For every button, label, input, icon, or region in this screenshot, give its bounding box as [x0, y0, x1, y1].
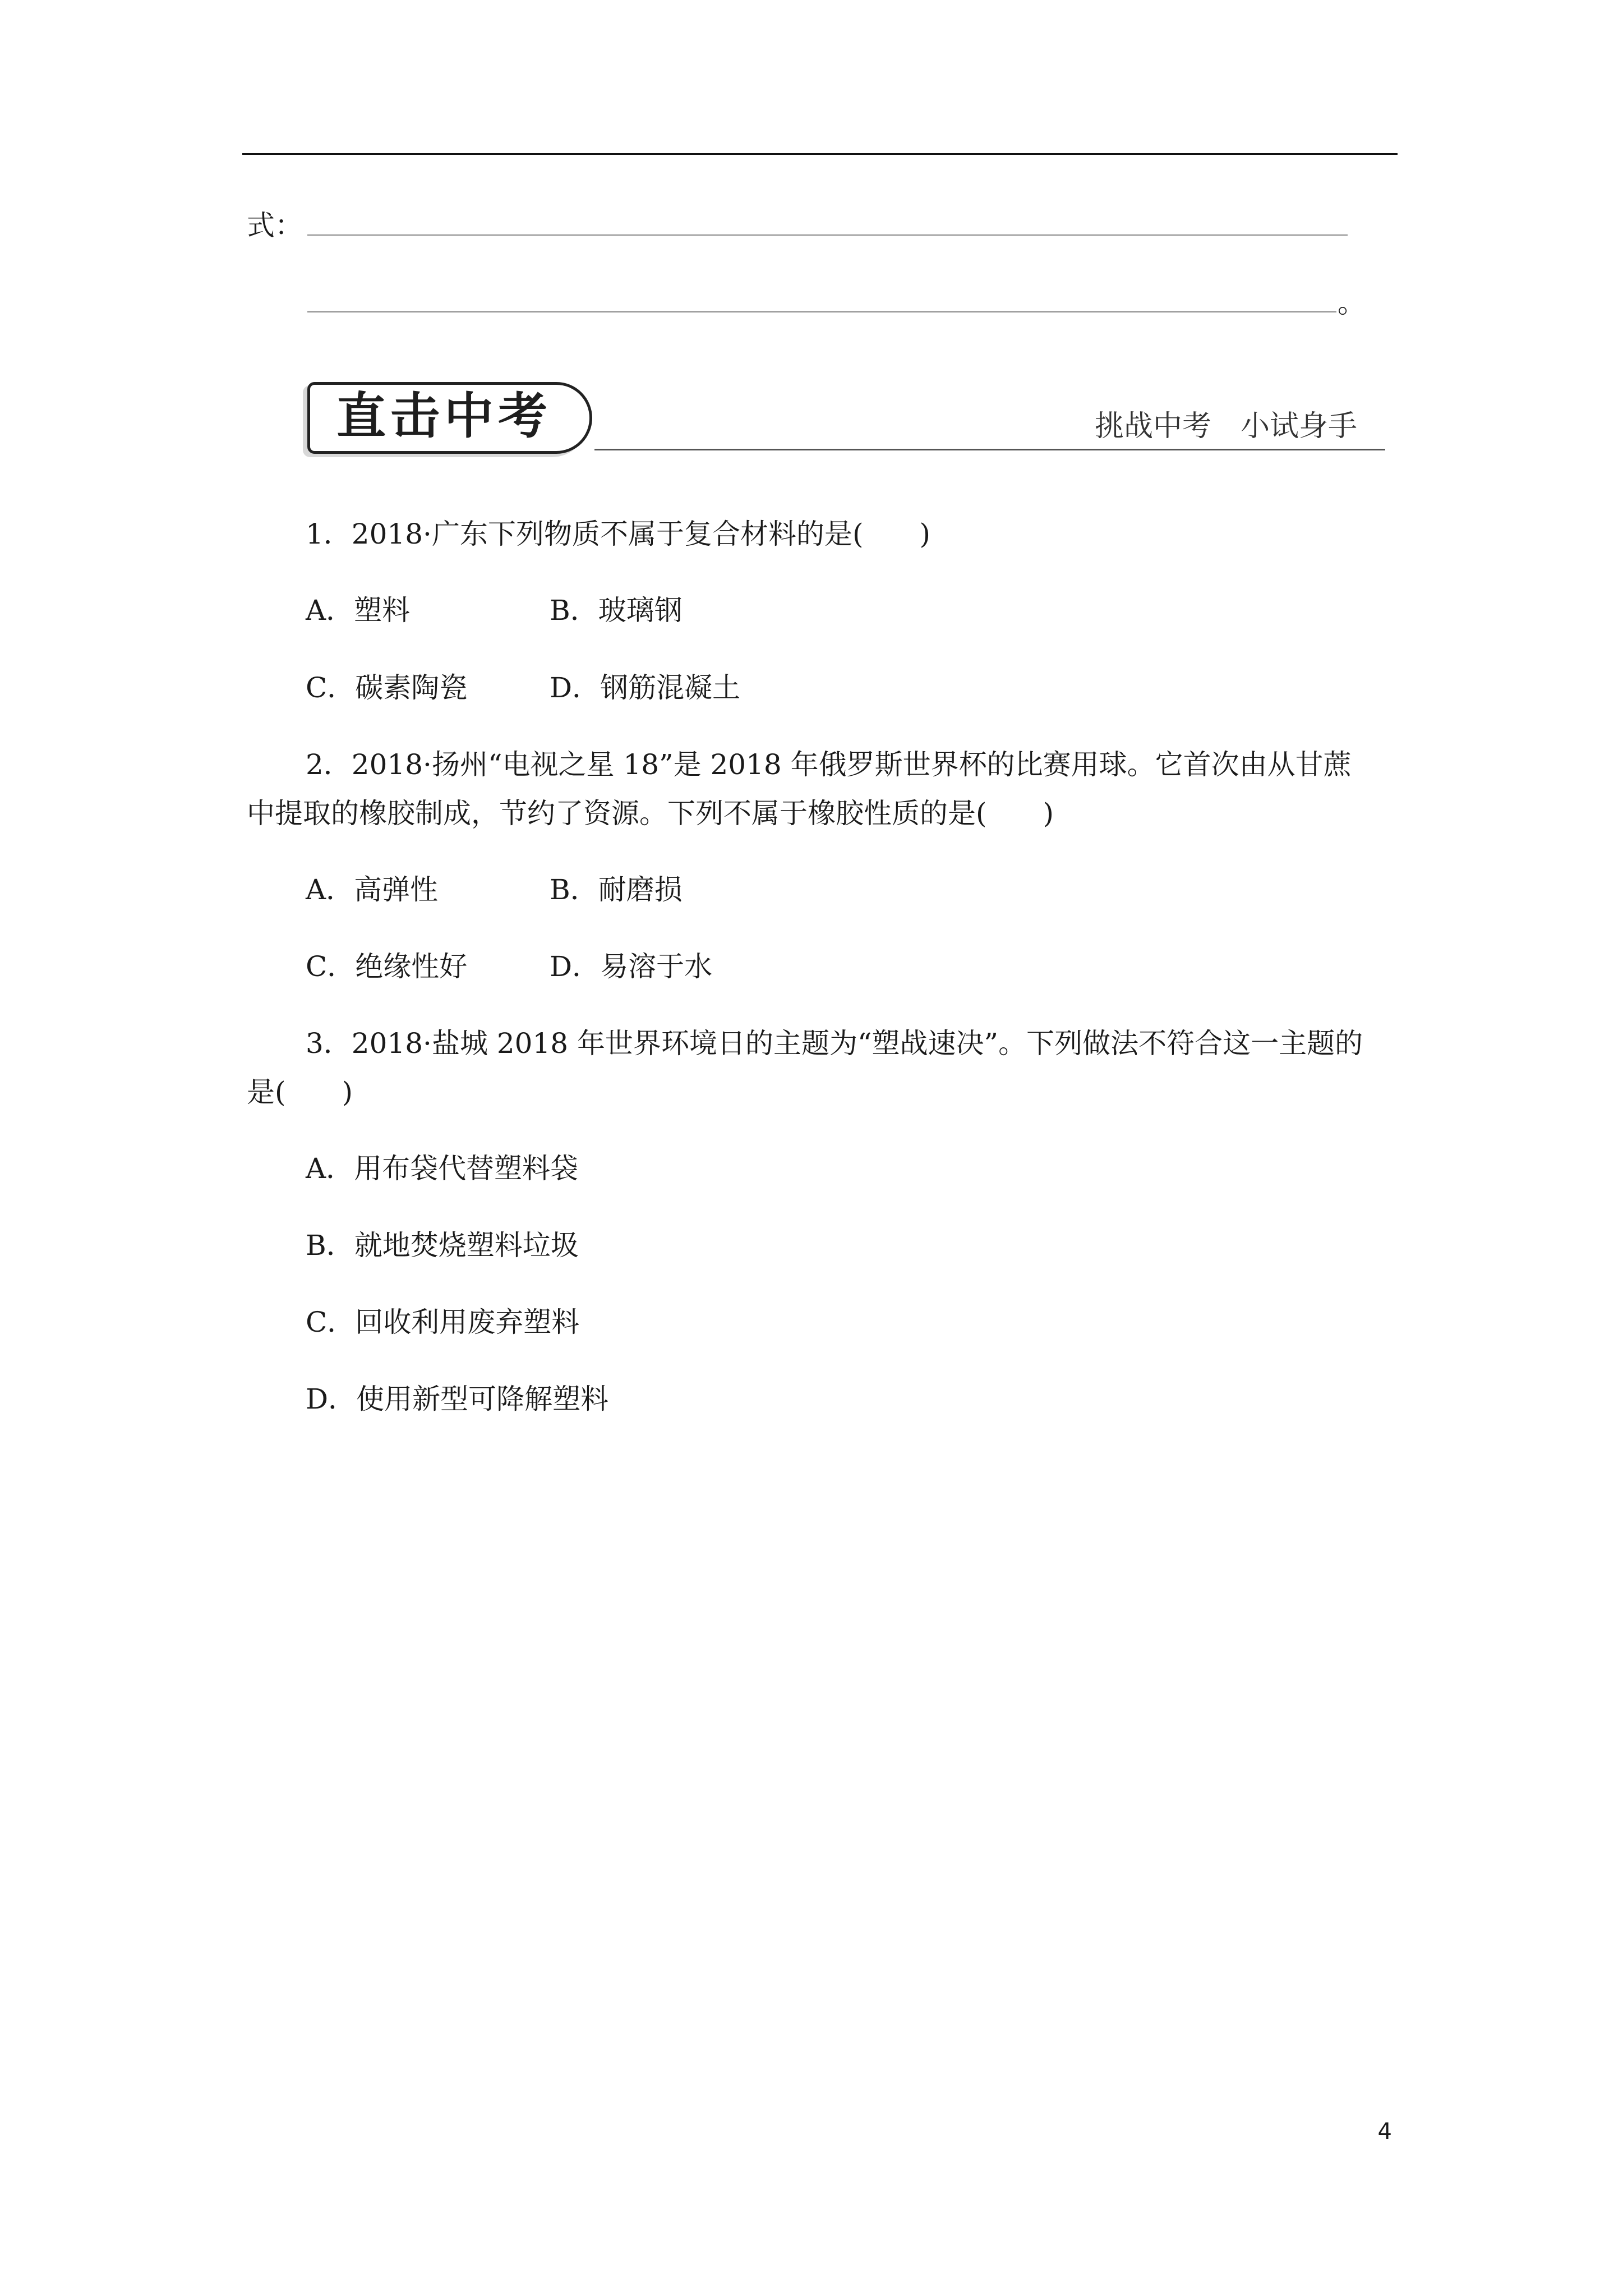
question-3-stem-line-1: 3．2018·盐城 2018 年世界环境日的主题为“塑战速决”。下列做法不符合这一主题的	[306, 1027, 1363, 1060]
question-3-option-a[interactable]: A．用布袋代替塑料袋	[306, 1152, 579, 1185]
header-rule	[242, 153, 1398, 155]
question-2-stem-line-1: 2．2018·扬州“电视之星 18”是 2018 年俄罗斯世界杯的比赛用球。它首次由从甘蔗	[306, 748, 1352, 781]
question-3-stem-line-2: 是( )	[247, 1076, 353, 1108]
question-1-stem: 1．2018·广东下列物质不属于复合材料的是( )	[306, 518, 930, 550]
question-2-option-d[interactable]: D．易溶于水	[550, 950, 713, 983]
page-number: 4	[1377, 2119, 1392, 2145]
question-1-option-d[interactable]: D．钢筋混凝土	[550, 671, 741, 704]
question-2-option-a[interactable]: A．高弹性	[306, 873, 439, 906]
section-tagline: 挑战中考 小试身手	[1095, 409, 1358, 443]
answer-blank-line-2[interactable]	[307, 311, 1336, 312]
section-rule	[594, 449, 1385, 450]
answer-end-mark: 。	[1338, 287, 1366, 319]
question-2-stem-line-2: 中提取的橡胶制成，节约了资源。下列不属于橡胶性质的是( )	[247, 797, 1054, 830]
question-1-option-c[interactable]: C．碳素陶瓷	[306, 671, 468, 704]
question-2-option-b[interactable]: B．耐磨损	[550, 873, 683, 906]
question-2-option-c[interactable]: C．绝缘性好	[306, 950, 468, 983]
section-title: 直击中考	[336, 387, 552, 445]
question-1-option-b[interactable]: B．玻璃钢	[550, 594, 683, 627]
question-1-option-a[interactable]: A．塑料	[306, 594, 411, 627]
previous-answer-label: 式：	[247, 209, 303, 242]
question-3-option-b[interactable]: B．就地焚烧塑料垃圾	[306, 1229, 579, 1262]
question-3-option-c[interactable]: C．回收利用废弃塑料	[306, 1306, 580, 1338]
question-3-option-d[interactable]: D．使用新型可降解塑料	[306, 1383, 609, 1415]
answer-blank-line-1[interactable]	[307, 234, 1348, 236]
